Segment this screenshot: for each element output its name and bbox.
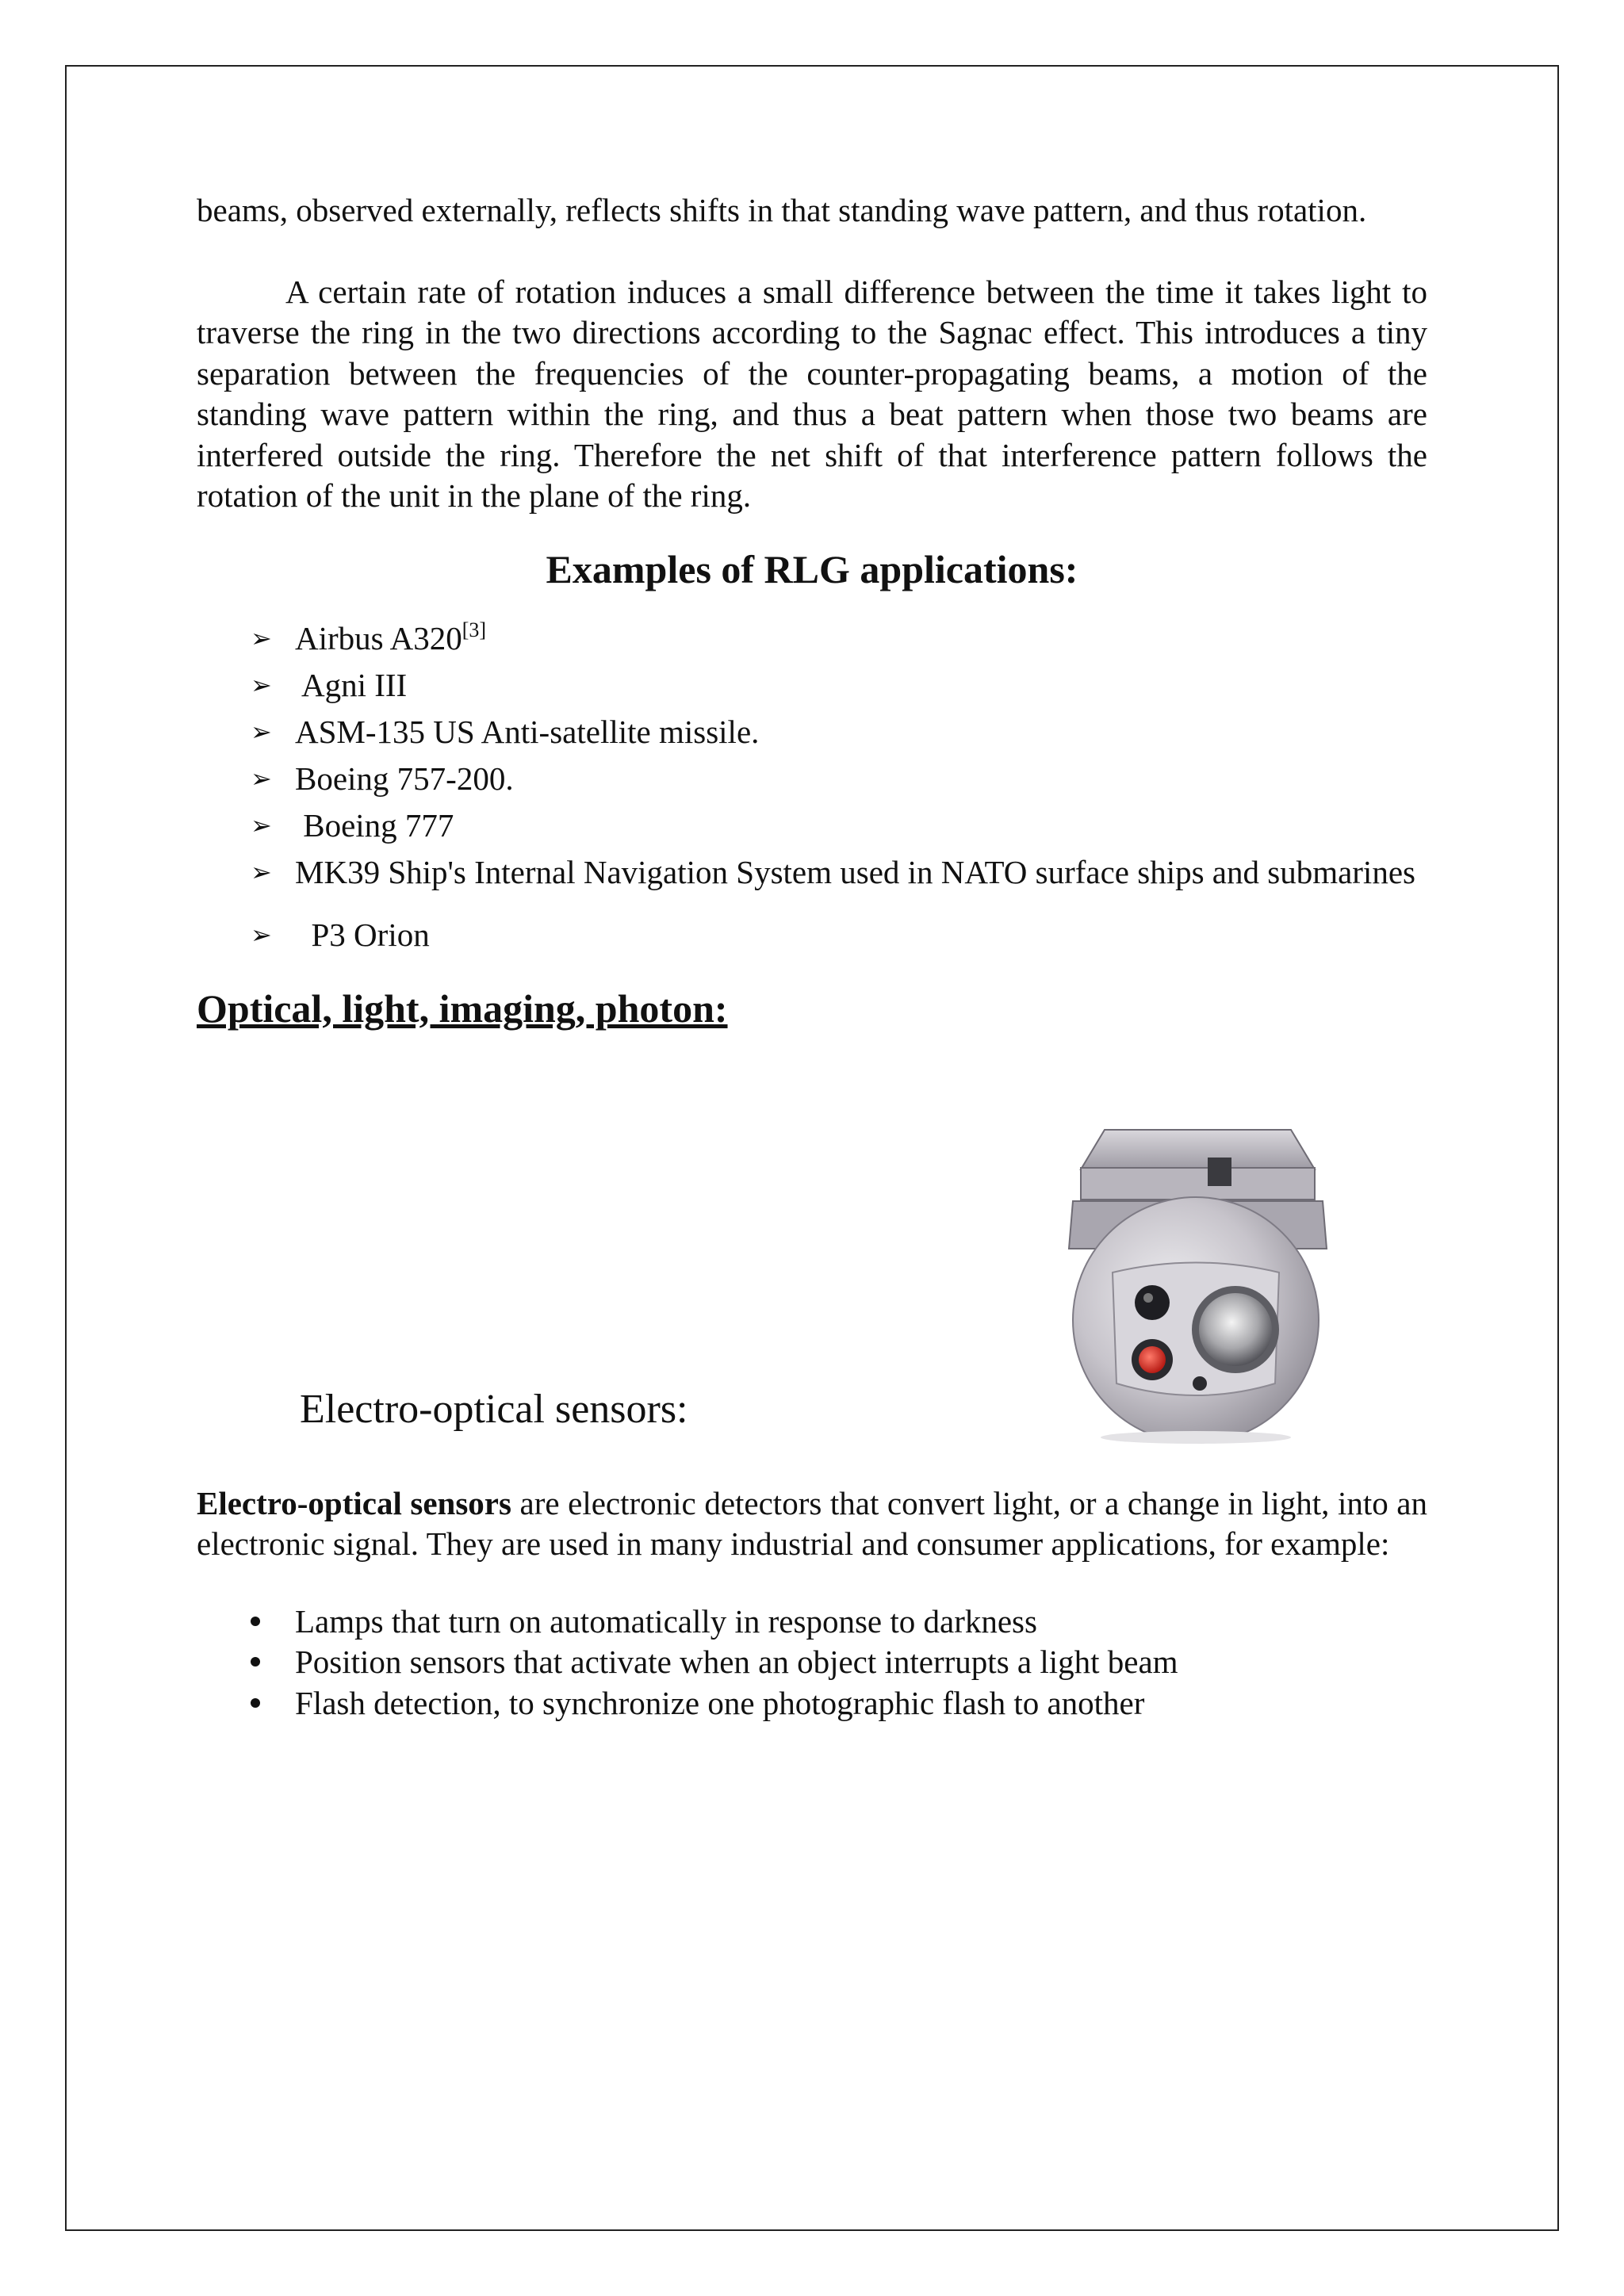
rlg-applications-list: [197, 615, 1427, 959]
document-content: [197, 190, 1427, 1724]
list-item: [197, 1601, 1427, 1643]
arrow-bullet-icon: ➢: [251, 716, 272, 747]
list-item: [197, 912, 1427, 959]
arrow-bullet-icon: ➢: [251, 763, 272, 794]
list-item-text: ASM-135 US Anti-satellite missile.: [295, 713, 760, 750]
arrow-bullet-icon: ➢: [251, 919, 272, 950]
definition-text: are electronic detectors that convert light, or a change in light, into an electronic signal. They are used in many industrial and consumer applications, for example:: [197, 1484, 1427, 1562]
list-item: [197, 756, 1427, 802]
list-item-text: P3 Orion: [295, 916, 430, 953]
arrow-bullet-icon: ➢: [251, 809, 272, 840]
electro-optical-sensor-image: [1037, 1122, 1354, 1447]
list-item: [197, 1683, 1427, 1724]
figure-caption: Electro-optical sensors:: [300, 1386, 688, 1432]
sagnac-paragraph: A certain rate of rotation induces a small difference between the time it takes light to traverse the ring in the two directions according to the Sagnac effect. This introduces a tiny separation between the frequencies of the counter-propagating beams, a motion of the standing wave pattern within the ring, and thus a beat pattern when those two beams are interfered outside the ring. Therefore the net shift of that interference pattern follows the rotation of the unit in the plane of the ring.: [197, 273, 1427, 514]
list-item-text: Agni III: [295, 666, 408, 703]
citation-ref[interactable]: [3]: [462, 618, 487, 641]
bullet-dot-icon: [251, 1657, 260, 1667]
list-item-text: Boeing 757-200.: [295, 760, 514, 797]
bullet-dot-icon: [251, 1698, 260, 1708]
list-item: [197, 709, 1427, 756]
list-item-text: Boeing 777: [295, 806, 454, 844]
bullet-dot-icon: [251, 1617, 260, 1626]
list-item-text: Flash detection, to synchronize one photographic flash to another: [295, 1684, 1145, 1721]
application-examples-list: [197, 1601, 1427, 1724]
arrow-bullet-icon: ➢: [251, 669, 272, 700]
list-item-text: MK39 Ship's Internal Navigation System used in NATO surface ships and submarines: [295, 853, 1415, 890]
list-item-text: Position sensors that activate when an object interrupts a light beam: [295, 1644, 1178, 1680]
definition-term: Electro-optical sensors: [197, 1484, 511, 1521]
list-item: [197, 662, 1427, 709]
list-item: [197, 1642, 1427, 1683]
intro-paragraph: beams, observed externally, reflects shifts in that standing wave pattern, and thus rotation.: [197, 192, 1367, 228]
list-item: [197, 802, 1427, 849]
list-item-text: Lamps that turn on automatically in response to darkness: [295, 1602, 1037, 1640]
electro-optical-definition: [197, 1483, 1427, 1565]
list-item: [197, 849, 1427, 896]
arrow-bullet-icon: ➢: [251, 622, 272, 653]
optical-section-heading: Optical, light, imaging, photon:: [197, 985, 728, 1031]
list-item-text: Airbus A320: [295, 619, 462, 656]
arrow-bullet-icon: ➢: [251, 856, 272, 887]
list-item: [197, 615, 1427, 662]
rlg-applications-heading: Examples of RLG applications:: [546, 546, 1078, 591]
sensor-figure-row: [197, 1036, 1427, 1456]
